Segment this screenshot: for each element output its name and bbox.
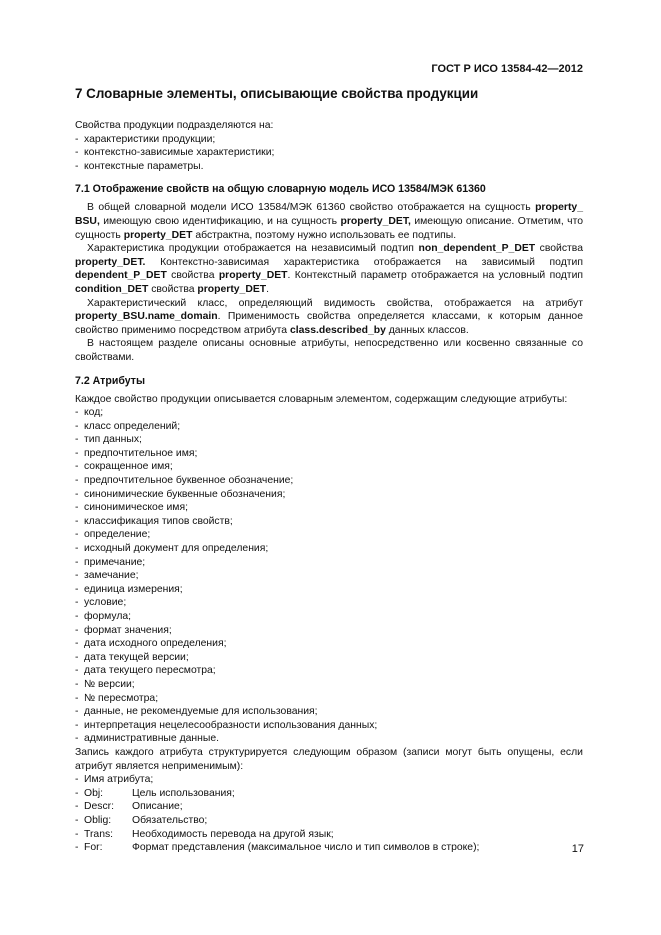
page-content [75,86,583,855]
list-item: - класс определений; [75,420,583,434]
list-item: - единица измерения; [75,583,583,597]
list-item: - Oblig: Обязательство; [75,814,208,826]
standard-header: ГОСТ Р ИСО 13584-42—2012 [431,63,583,75]
list-item: - определение; [75,528,583,542]
list-item: - исходный документ для определения; [75,542,583,556]
section-7-2-intro: Каждое свойство продукции описывается словарным элементом, содержащим следующие атрибуты: [75,393,568,405]
list-item: - тип данных; [75,433,583,447]
section-7-1-paragraph-3: Характеристический класс, определяющий видимость свойства, отображается на атрибут property_BSU.name_domain. Применимость свойства определяется классами, к которым данное свойство применимо посредством атрибута class.described_by данных классов. [75,297,583,336]
attributes-list [75,406,583,746]
section-7-title: 7 Словарные элементы, описывающие свойства продукции [75,86,479,101]
list-item: - дата текущего пересмотра; [75,664,583,678]
list-item: - предпочтительное буквенное обозначение; [75,474,583,488]
list-item: - дата исходного определения; [75,637,583,651]
list-item: - контекстно-зависимые характеристики; [75,146,583,160]
list-item: - Trans: Необходимость перевода на другой язык; [75,828,334,840]
list-item: - № версии; [75,678,583,692]
section-7-1-title: 7.1 Отображение свойств на общую словарную модель ИСО 13584/МЭК 61360 [75,183,486,196]
list-item: - административные данные. [75,732,583,746]
list-item: - код; [75,406,583,420]
list-item: - формат значения; [75,624,583,638]
record-structure-list [75,773,583,855]
list-item: - Obj: Цель использования; [75,787,235,799]
list-item: - примечание; [75,556,583,570]
section-7-1-paragraph-1: В общей словарной модели ИСО 13584/МЭК 61360 свойство отображается на сущность property_ BSU, имеющую свою идентификацию, и на сущность property_DET, имеющую описание. Отметим, что сущность property_DET абстрактна, поэтому нужно использовать ее подтипы. [75,202,583,241]
section-7-2-title: 7.2 Атрибуты [75,374,146,387]
list-item: - предпочтительное имя; [75,447,583,461]
list-item: - сокращенное имя; [75,460,583,474]
list-item: - классификация типов свойств; [75,515,583,529]
list-item: - синонимические буквенные обозначения; [75,488,583,502]
list-item: - данные, не рекомендуемые для использования; [75,705,583,719]
section-7-1-paragraph-4: В настоящем разделе описаны основные атрибуты, непосредственно или косвенно связанные со свойствами. [75,338,583,363]
list-item: - характеристики продукции; [75,133,583,147]
list-item: - синонимическое имя; [75,501,583,515]
list-item: - контекстные параметры. [75,160,583,174]
section-7-intro: Свойства продукции подразделяются на: [75,120,274,131]
list-item: - № пересмотра; [75,692,583,706]
list-item: - For: Формат представления (максимальное число и тип символов в строке); [75,842,480,854]
property-types-list [75,133,583,174]
section-7-1-paragraph-2: Характеристика продукции отображается на независимый подтип non_dependent_P_DET свойства property_DET. Контекстно-зависимая характеристика отображается на зависимый подтип dependent_P_DET свойства property_DET. Контекстный параметр отображается на условный подтип condition_DET свойства property_DET. [75,243,583,295]
list-item: - интерпретация нецелесообразности использования данных; [75,719,583,733]
list-item: - Descr: Описание; [75,801,183,813]
list-item: - формула; [75,610,583,624]
record-structure-intro: Запись каждого атрибута структурируется следующим образом (записи могут быть опущены, если атрибут является неприменимым): [75,746,583,772]
list-item: - условие; [75,596,583,610]
list-item: - дата текущей версии; [75,651,583,665]
list-item: - замечание; [75,569,583,583]
page-number: 17 [571,843,584,855]
list-item: - Имя атрибута; [75,774,154,786]
